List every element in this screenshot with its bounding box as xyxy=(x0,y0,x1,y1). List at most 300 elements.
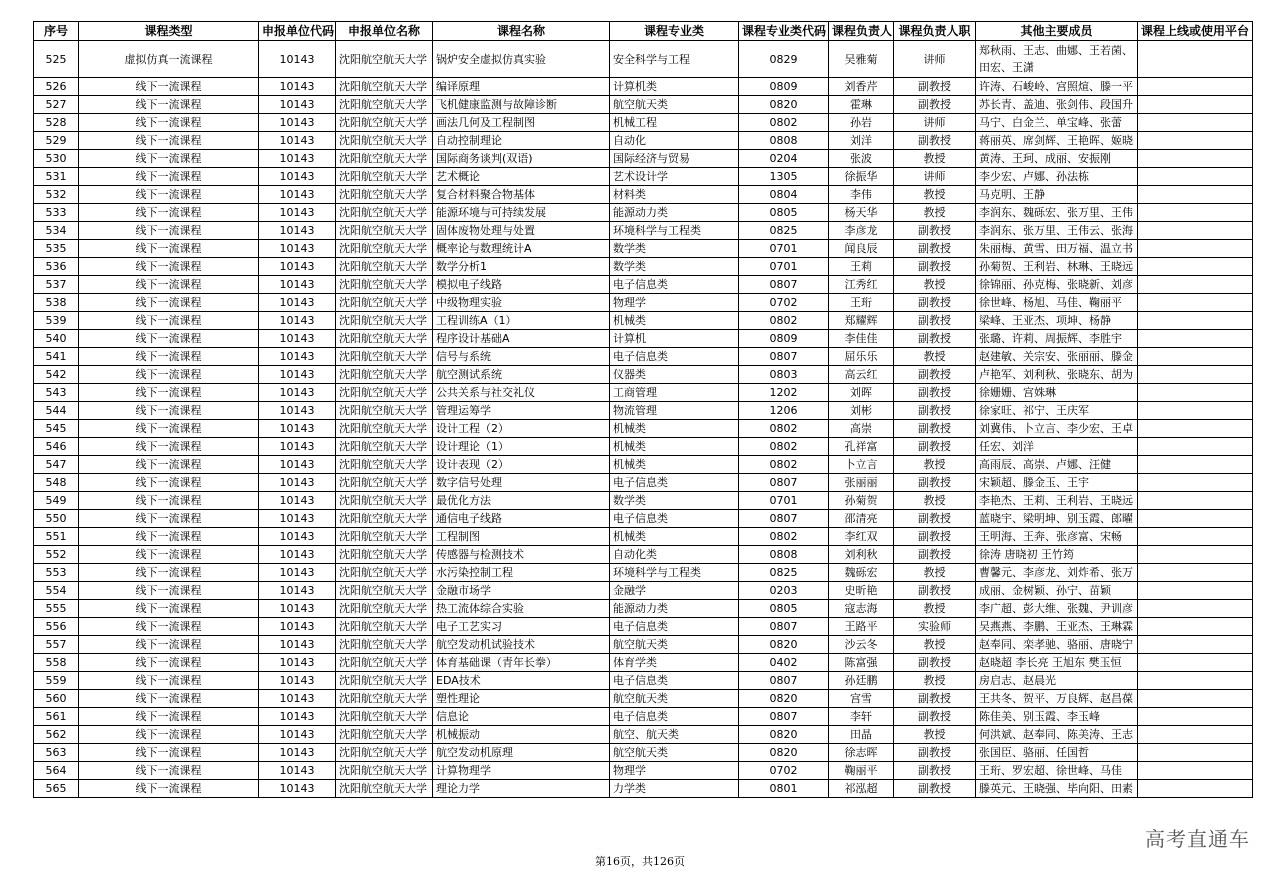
cell-unit-code: 10143 xyxy=(259,762,336,780)
table-row xyxy=(34,330,1253,348)
cell-course-type: 线下一流课程 xyxy=(79,564,259,582)
cell-members: 宋颖超、滕金玉、王宇 xyxy=(976,474,1138,492)
cell-major-code: 1202 xyxy=(739,384,829,402)
cell-course-name: 信号与系统 xyxy=(433,348,610,366)
cell-lead-title: 实验师 xyxy=(894,618,976,636)
cell-lead-title: 教授 xyxy=(894,348,976,366)
cell-course-type: 线下一流课程 xyxy=(79,204,259,222)
cell-lead-title: 教授 xyxy=(894,726,976,744)
cell-platform xyxy=(1138,330,1253,348)
cell-index: 560 xyxy=(34,690,79,708)
table-row xyxy=(34,186,1253,204)
cell-lead-title: 副教授 xyxy=(894,690,976,708)
cell-platform xyxy=(1138,348,1253,366)
cell-members: 李艳杰、王莉、王利岩、王晓远 xyxy=(976,492,1138,510)
cell-platform xyxy=(1138,744,1253,762)
cell-course-name: 通信电子线路 xyxy=(433,510,610,528)
cell-lead-title: 副教授 xyxy=(894,780,976,798)
cell-unit-code: 10143 xyxy=(259,312,336,330)
cell-index: 547 xyxy=(34,456,79,474)
cell-course-type: 线下一流课程 xyxy=(79,492,259,510)
cell-unit-code: 10143 xyxy=(259,456,336,474)
cell-major-category: 电子信息类 xyxy=(610,276,739,294)
cell-major-category: 自动化类 xyxy=(610,546,739,564)
cell-lead: 高云红 xyxy=(829,366,894,384)
cell-lead-title: 副教授 xyxy=(894,654,976,672)
cell-major-code: 0825 xyxy=(739,222,829,240)
cell-major-code: 0808 xyxy=(739,132,829,150)
cell-platform xyxy=(1138,708,1253,726)
cell-course-type: 线下一流课程 xyxy=(79,348,259,366)
cell-lead: 吴雅菊 xyxy=(829,41,894,78)
cell-members: 赵晓超 李长亮 王旭东 樊玉恒 xyxy=(976,654,1138,672)
cell-course-name: 设计工程（2） xyxy=(433,420,610,438)
cell-major-code: 0805 xyxy=(739,600,829,618)
table-row xyxy=(34,114,1253,132)
cell-major-code: 0701 xyxy=(739,258,829,276)
cell-lead-title: 副教授 xyxy=(894,474,976,492)
cell-members: 梁峰、王亚杰、项坤、杨静 xyxy=(976,312,1138,330)
cell-members: 蓝晓宇、梁明坤、别玉霞、郎曜 xyxy=(976,510,1138,528)
cell-lead-title: 教授 xyxy=(894,150,976,168)
col-header-course-name: 课程名称 xyxy=(433,22,610,41)
cell-lead: 闻良辰 xyxy=(829,240,894,258)
cell-course-type: 线下一流课程 xyxy=(79,150,259,168)
cell-lead: 孙菊贺 xyxy=(829,492,894,510)
cell-unit-name: 沈阳航空航天大学 xyxy=(336,420,433,438)
cell-members: 李广超、彭大维、张魏、尹训彦 xyxy=(976,600,1138,618)
cell-lead: 寇志海 xyxy=(829,600,894,618)
cell-members: 房启志、赵晨光 xyxy=(976,672,1138,690)
cell-members: 许涛、石峻岭、宫照煊、滕一平 xyxy=(976,78,1138,96)
cell-unit-code: 10143 xyxy=(259,402,336,420)
cell-unit-code: 10143 xyxy=(259,222,336,240)
cell-unit-name: 沈阳航空航天大学 xyxy=(336,582,433,600)
cell-platform xyxy=(1138,492,1253,510)
cell-lead-title: 副教授 xyxy=(894,528,976,546)
cell-course-name: EDA技术 xyxy=(433,672,610,690)
table-row xyxy=(34,708,1253,726)
table-row xyxy=(34,492,1253,510)
cell-members: 高雨辰、高崇、卢娜、汪健 xyxy=(976,456,1138,474)
cell-lead-title: 教授 xyxy=(894,186,976,204)
cell-major-code: 0809 xyxy=(739,78,829,96)
cell-major-category: 艺术设计学 xyxy=(610,168,739,186)
cell-course-name: 计算物理学 xyxy=(433,762,610,780)
cell-major-code: 0820 xyxy=(739,96,829,114)
cell-lead-title: 副教授 xyxy=(894,132,976,150)
cell-major-category: 物理学 xyxy=(610,762,739,780)
cell-unit-code: 10143 xyxy=(259,510,336,528)
cell-platform xyxy=(1138,384,1253,402)
cell-unit-name: 沈阳航空航天大学 xyxy=(336,186,433,204)
table-row xyxy=(34,366,1253,384)
cell-members: 王明海、王奔、张彦富、宋畅 xyxy=(976,528,1138,546)
cell-course-type: 线下一流课程 xyxy=(79,708,259,726)
cell-lead: 江秀红 xyxy=(829,276,894,294)
cell-unit-name: 沈阳航空航天大学 xyxy=(336,168,433,186)
cell-unit-code: 10143 xyxy=(259,618,336,636)
cell-course-type: 线下一流课程 xyxy=(79,132,259,150)
cell-course-name: 程序设计基础A xyxy=(433,330,610,348)
cell-major-code: 0701 xyxy=(739,240,829,258)
cell-index: 535 xyxy=(34,240,79,258)
cell-course-name: 数字信号处理 xyxy=(433,474,610,492)
cell-unit-code: 10143 xyxy=(259,708,336,726)
cell-major-code: 0804 xyxy=(739,186,829,204)
cell-major-code: 0801 xyxy=(739,780,829,798)
table-row xyxy=(34,510,1253,528)
cell-platform xyxy=(1138,186,1253,204)
cell-members: 卢艳军、刘利秋、张晓东、胡为 xyxy=(976,366,1138,384)
cell-index: 563 xyxy=(34,744,79,762)
cell-index: 553 xyxy=(34,564,79,582)
cell-members: 李润东、张万里、王伟云、张海 xyxy=(976,222,1138,240)
cell-major-code: 0802 xyxy=(739,114,829,132)
col-header-index: 序号 xyxy=(34,22,79,41)
cell-lead: 邵清亮 xyxy=(829,510,894,528)
cell-lead: 徐志晖 xyxy=(829,744,894,762)
cell-unit-name: 沈阳航空航天大学 xyxy=(336,636,433,654)
cell-major-code: 0807 xyxy=(739,708,829,726)
cell-platform xyxy=(1138,474,1253,492)
col-header-lead: 课程负责人 xyxy=(829,22,894,41)
cell-unit-name: 沈阳航空航天大学 xyxy=(336,600,433,618)
cell-platform xyxy=(1138,114,1253,132)
cell-index: 527 xyxy=(34,96,79,114)
cell-course-name: 设计理论（1） xyxy=(433,438,610,456)
cell-platform xyxy=(1138,240,1253,258)
cell-unit-code: 10143 xyxy=(259,384,336,402)
cell-major-category: 数学类 xyxy=(610,240,739,258)
cell-major-category: 计算机 xyxy=(610,330,739,348)
cell-major-code: 0802 xyxy=(739,312,829,330)
table-row xyxy=(34,654,1253,672)
table-row xyxy=(34,420,1253,438)
cell-members: 张国臣、骆丽、任国哲 xyxy=(976,744,1138,762)
page-number-footer: 第16页，共126页 xyxy=(595,855,685,868)
cell-course-name: 设计表现（2） xyxy=(433,456,610,474)
cell-index: 546 xyxy=(34,438,79,456)
cell-course-type: 线下一流课程 xyxy=(79,168,259,186)
cell-major-code: 0808 xyxy=(739,546,829,564)
cell-unit-name: 沈阳航空航天大学 xyxy=(336,492,433,510)
cell-course-type: 线下一流课程 xyxy=(79,546,259,564)
cell-members: 王共冬、贺平、万良辉、赵昌葆 xyxy=(976,690,1138,708)
cell-members: 李少宏、卢娜、孙法栋 xyxy=(976,168,1138,186)
cell-index: 534 xyxy=(34,222,79,240)
cell-unit-code: 10143 xyxy=(259,348,336,366)
cell-members: 曹馨元、李彦龙、刘炸希、张万 xyxy=(976,564,1138,582)
cell-course-type: 线下一流课程 xyxy=(79,78,259,96)
cell-major-category: 机械类 xyxy=(610,438,739,456)
course-table xyxy=(33,21,1253,798)
cell-course-name: 塑性理论 xyxy=(433,690,610,708)
cell-course-type: 线下一流课程 xyxy=(79,474,259,492)
cell-major-code: 0807 xyxy=(739,276,829,294)
cell-course-type: 线下一流课程 xyxy=(79,402,259,420)
cell-platform xyxy=(1138,258,1253,276)
cell-course-type: 线下一流课程 xyxy=(79,762,259,780)
cell-platform xyxy=(1138,402,1253,420)
cell-lead: 王路平 xyxy=(829,618,894,636)
cell-course-type: 线下一流课程 xyxy=(79,294,259,312)
cell-unit-name: 沈阳航空航天大学 xyxy=(336,708,433,726)
cell-index: 544 xyxy=(34,402,79,420)
cell-unit-code: 10143 xyxy=(259,276,336,294)
cell-course-name: 传感器与检测技术 xyxy=(433,546,610,564)
cell-lead-title: 教授 xyxy=(894,276,976,294)
cell-index: 525 xyxy=(34,41,79,78)
cell-course-type: 线下一流课程 xyxy=(79,366,259,384)
col-header-unit-code: 申报单位代码 xyxy=(259,22,336,41)
cell-lead-title: 副教授 xyxy=(894,582,976,600)
cell-unit-code: 10143 xyxy=(259,258,336,276)
col-header-unit-name: 申报单位名称 xyxy=(336,22,433,41)
cell-lead-title: 教授 xyxy=(894,492,976,510)
cell-members: 徐世峰、杨旭、马佳、鞠丽平 xyxy=(976,294,1138,312)
cell-course-type: 线下一流课程 xyxy=(79,438,259,456)
cell-members: 孙菊贺、王利岩、林琳、王晓远 xyxy=(976,258,1138,276)
table-row xyxy=(34,546,1253,564)
cell-major-category: 工商管理 xyxy=(610,384,739,402)
cell-course-type: 线下一流课程 xyxy=(79,312,259,330)
cell-index: 531 xyxy=(34,168,79,186)
cell-unit-name: 沈阳航空航天大学 xyxy=(336,366,433,384)
cell-major-code: 0807 xyxy=(739,672,829,690)
cell-index: 537 xyxy=(34,276,79,294)
cell-members: 徐姗姗、宫姝琳 xyxy=(976,384,1138,402)
cell-members: 张璐、许莉、周振辉、李胜宇 xyxy=(976,330,1138,348)
cell-members: 王珩、罗宏超、徐世峰、马佳 xyxy=(976,762,1138,780)
cell-lead-title: 副教授 xyxy=(894,330,976,348)
cell-major-category: 力学类 xyxy=(610,780,739,798)
cell-major-code: 0820 xyxy=(739,726,829,744)
cell-lead: 李佳佳 xyxy=(829,330,894,348)
cell-course-type: 线下一流课程 xyxy=(79,114,259,132)
table-body xyxy=(34,41,1253,798)
cell-members: 蒋丽英、席剑辉、王艳晖、姬晓 xyxy=(976,132,1138,150)
cell-unit-code: 10143 xyxy=(259,420,336,438)
cell-major-code: 0807 xyxy=(739,510,829,528)
cell-major-code: 0402 xyxy=(739,654,829,672)
cell-unit-code: 10143 xyxy=(259,204,336,222)
cell-platform xyxy=(1138,366,1253,384)
table-row xyxy=(34,438,1253,456)
cell-course-type: 线下一流课程 xyxy=(79,240,259,258)
cell-platform xyxy=(1138,222,1253,240)
cell-lead: 刘洋 xyxy=(829,132,894,150)
cell-lead-title: 教授 xyxy=(894,672,976,690)
cell-lead: 鞠丽平 xyxy=(829,762,894,780)
cell-course-type: 虚拟仿真一流课程 xyxy=(79,41,259,78)
cell-lead-title: 副教授 xyxy=(894,366,976,384)
cell-unit-name: 沈阳航空航天大学 xyxy=(336,294,433,312)
cell-unit-name: 沈阳航空航天大学 xyxy=(336,780,433,798)
cell-major-category: 物流管理 xyxy=(610,402,739,420)
cell-lead: 徐振华 xyxy=(829,168,894,186)
cell-lead-title: 教授 xyxy=(894,456,976,474)
cell-major-category: 机械工程 xyxy=(610,114,739,132)
cell-lead: 卜立言 xyxy=(829,456,894,474)
cell-platform xyxy=(1138,276,1253,294)
table-row xyxy=(34,276,1253,294)
cell-lead: 刘香芹 xyxy=(829,78,894,96)
cell-lead: 李红双 xyxy=(829,528,894,546)
cell-course-type: 线下一流课程 xyxy=(79,456,259,474)
cell-course-name: 国际商务谈判(双语) xyxy=(433,150,610,168)
cell-index: 528 xyxy=(34,114,79,132)
cell-lead-title: 讲师 xyxy=(894,168,976,186)
cell-major-code: 0807 xyxy=(739,618,829,636)
cell-members: 何洪斌、赵奉同、陈美涛、王志 xyxy=(976,726,1138,744)
cell-course-name: 理论力学 xyxy=(433,780,610,798)
cell-members: 滕英元、王晓强、毕向阳、田素 xyxy=(976,780,1138,798)
cell-course-name: 飞机健康监测与故障诊断 xyxy=(433,96,610,114)
cell-unit-name: 沈阳航空航天大学 xyxy=(336,330,433,348)
cell-major-category: 能源动力类 xyxy=(610,600,739,618)
cell-course-type: 线下一流课程 xyxy=(79,582,259,600)
cell-course-name: 艺术概论 xyxy=(433,168,610,186)
cell-course-name: 工程训练A（1） xyxy=(433,312,610,330)
cell-members: 吴燕燕、李鹏、王亚杰、王琳霖 xyxy=(976,618,1138,636)
cell-platform xyxy=(1138,582,1253,600)
cell-index: 529 xyxy=(34,132,79,150)
cell-index: 549 xyxy=(34,492,79,510)
cell-platform xyxy=(1138,762,1253,780)
cell-index: 545 xyxy=(34,420,79,438)
cell-lead: 王莉 xyxy=(829,258,894,276)
cell-lead-title: 讲师 xyxy=(894,41,976,78)
cell-unit-name: 沈阳航空航天大学 xyxy=(336,690,433,708)
cell-unit-name: 沈阳航空航天大学 xyxy=(336,78,433,96)
cell-course-name: 画法几何及工程制图 xyxy=(433,114,610,132)
cell-lead: 张丽丽 xyxy=(829,474,894,492)
cell-unit-name: 沈阳航空航天大学 xyxy=(336,132,433,150)
cell-index: 558 xyxy=(34,654,79,672)
cell-lead: 李伟 xyxy=(829,186,894,204)
cell-index: 562 xyxy=(34,726,79,744)
cell-lead: 陈富强 xyxy=(829,654,894,672)
cell-index: 551 xyxy=(34,528,79,546)
cell-lead: 李彦龙 xyxy=(829,222,894,240)
cell-course-name: 水污染控制工程 xyxy=(433,564,610,582)
table-row xyxy=(34,762,1253,780)
cell-major-category: 体育学类 xyxy=(610,654,739,672)
cell-unit-name: 沈阳航空航天大学 xyxy=(336,222,433,240)
cell-index: 530 xyxy=(34,150,79,168)
cell-major-code: 0702 xyxy=(739,294,829,312)
cell-course-name: 固体废物处理与处置 xyxy=(433,222,610,240)
cell-major-category: 自动化 xyxy=(610,132,739,150)
cell-course-name: 机械振动 xyxy=(433,726,610,744)
cell-unit-name: 沈阳航空航天大学 xyxy=(336,204,433,222)
cell-platform xyxy=(1138,672,1253,690)
cell-unit-code: 10143 xyxy=(259,654,336,672)
cell-lead: 高崇 xyxy=(829,420,894,438)
table-row xyxy=(34,582,1253,600)
cell-platform xyxy=(1138,654,1253,672)
table-row xyxy=(34,564,1253,582)
cell-lead-title: 教授 xyxy=(894,636,976,654)
cell-course-type: 线下一流课程 xyxy=(79,690,259,708)
cell-unit-name: 沈阳航空航天大学 xyxy=(336,654,433,672)
cell-platform xyxy=(1138,546,1253,564)
cell-index: 555 xyxy=(34,600,79,618)
cell-major-category: 数学类 xyxy=(610,492,739,510)
cell-major-code: 0203 xyxy=(739,582,829,600)
cell-index: 536 xyxy=(34,258,79,276)
cell-unit-name: 沈阳航空航天大学 xyxy=(336,474,433,492)
cell-lead-title: 副教授 xyxy=(894,744,976,762)
cell-course-type: 线下一流课程 xyxy=(79,276,259,294)
cell-course-type: 线下一流课程 xyxy=(79,420,259,438)
cell-unit-code: 10143 xyxy=(259,438,336,456)
cell-members: 赵奉同、栾孝驰、骆丽、唐晓宁 xyxy=(976,636,1138,654)
cell-unit-code: 10143 xyxy=(259,78,336,96)
cell-unit-code: 10143 xyxy=(259,186,336,204)
table-row xyxy=(34,204,1253,222)
watermark-text: 高考直通车 xyxy=(1145,827,1250,851)
cell-lead-title: 副教授 xyxy=(894,762,976,780)
cell-unit-code: 10143 xyxy=(259,780,336,798)
cell-unit-name: 沈阳航空航天大学 xyxy=(336,150,433,168)
cell-major-category: 机械类 xyxy=(610,312,739,330)
cell-unit-name: 沈阳航空航天大学 xyxy=(336,96,433,114)
table-row xyxy=(34,600,1253,618)
cell-major-category: 航空航天类 xyxy=(610,636,739,654)
cell-platform xyxy=(1138,528,1253,546)
cell-unit-name: 沈阳航空航天大学 xyxy=(336,258,433,276)
cell-lead: 史昕艳 xyxy=(829,582,894,600)
cell-unit-code: 10143 xyxy=(259,366,336,384)
cell-lead-title: 副教授 xyxy=(894,78,976,96)
cell-lead: 张波 xyxy=(829,150,894,168)
cell-members: 刘冀伟、卜立言、李少宏、王卓 xyxy=(976,420,1138,438)
cell-lead-title: 副教授 xyxy=(894,510,976,528)
cell-major-category: 电子信息类 xyxy=(610,708,739,726)
cell-index: 564 xyxy=(34,762,79,780)
cell-unit-name: 沈阳航空航天大学 xyxy=(336,438,433,456)
cell-unit-name: 沈阳航空航天大学 xyxy=(336,672,433,690)
cell-unit-name: 沈阳航空航天大学 xyxy=(336,240,433,258)
cell-course-type: 线下一流课程 xyxy=(79,96,259,114)
table-row xyxy=(34,618,1253,636)
table-row xyxy=(34,132,1253,150)
cell-major-category: 航空航天类 xyxy=(610,96,739,114)
cell-major-code: 1305 xyxy=(739,168,829,186)
cell-major-category: 机械类 xyxy=(610,420,739,438)
cell-major-category: 环境科学与工程类 xyxy=(610,222,739,240)
cell-lead: 刘利秋 xyxy=(829,546,894,564)
cell-unit-name: 沈阳航空航天大学 xyxy=(336,546,433,564)
cell-unit-code: 10143 xyxy=(259,726,336,744)
cell-lead: 李轩 xyxy=(829,708,894,726)
cell-unit-code: 10143 xyxy=(259,330,336,348)
cell-unit-code: 10143 xyxy=(259,600,336,618)
cell-lead-title: 副教授 xyxy=(894,384,976,402)
cell-lead-title: 教授 xyxy=(894,204,976,222)
cell-lead: 郑耀辉 xyxy=(829,312,894,330)
cell-members: 任宏、刘洋 xyxy=(976,438,1138,456)
cell-lead: 祁泓超 xyxy=(829,780,894,798)
cell-members: 郑秋雨、王志、曲娜、王若菌、田宏、王潇 xyxy=(976,41,1138,78)
cell-index: 559 xyxy=(34,672,79,690)
cell-unit-name: 沈阳航空航天大学 xyxy=(336,456,433,474)
cell-platform xyxy=(1138,438,1253,456)
cell-lead-title: 副教授 xyxy=(894,258,976,276)
cell-lead: 田晶 xyxy=(829,726,894,744)
